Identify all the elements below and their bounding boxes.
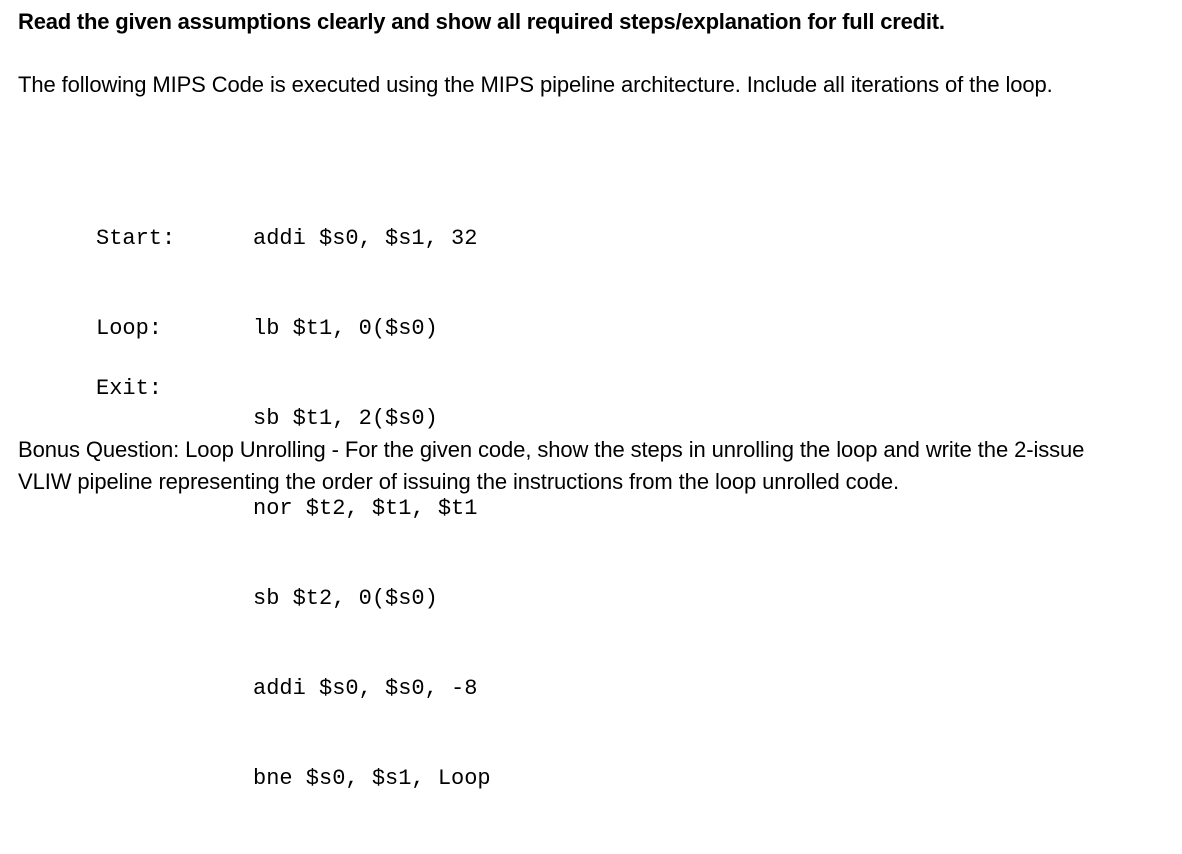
label-loop: Loop: <box>96 316 163 341</box>
code-line: addi $s0, $s1, 32 <box>253 226 478 251</box>
code-labels <box>96 164 175 404</box>
problem-statement: The following MIPS Code is executed using the MIPS pipeline architecture. Include all iterations of the loop. <box>18 72 1053 97</box>
code-line: bne $s0, $s1, Loop <box>253 766 491 791</box>
code-line: addi $s0, $s0, -8 <box>253 676 478 701</box>
bonus-question: Bonus Question: Loop Unrolling - For the given code, show the steps in unrolling the loop and write the 2-issue VLIW pipeline representing the order of issuing the instructions from the loop unrolled code. <box>18 437 1085 494</box>
code-line: sb $t2, 0($s0) <box>253 586 438 611</box>
code-block <box>253 164 491 854</box>
code-line: lb $t1, 0($s0) <box>253 316 438 341</box>
label-exit: Exit: <box>96 376 163 401</box>
label-start: Start: <box>96 226 176 251</box>
instructions-heading: Read the given assumptions clearly and show all required steps/explanation for full credit. <box>18 9 945 34</box>
code-line: sb $t1, 2($s0) <box>253 406 438 431</box>
code-line: nor $t2, $t1, $t1 <box>253 496 478 521</box>
